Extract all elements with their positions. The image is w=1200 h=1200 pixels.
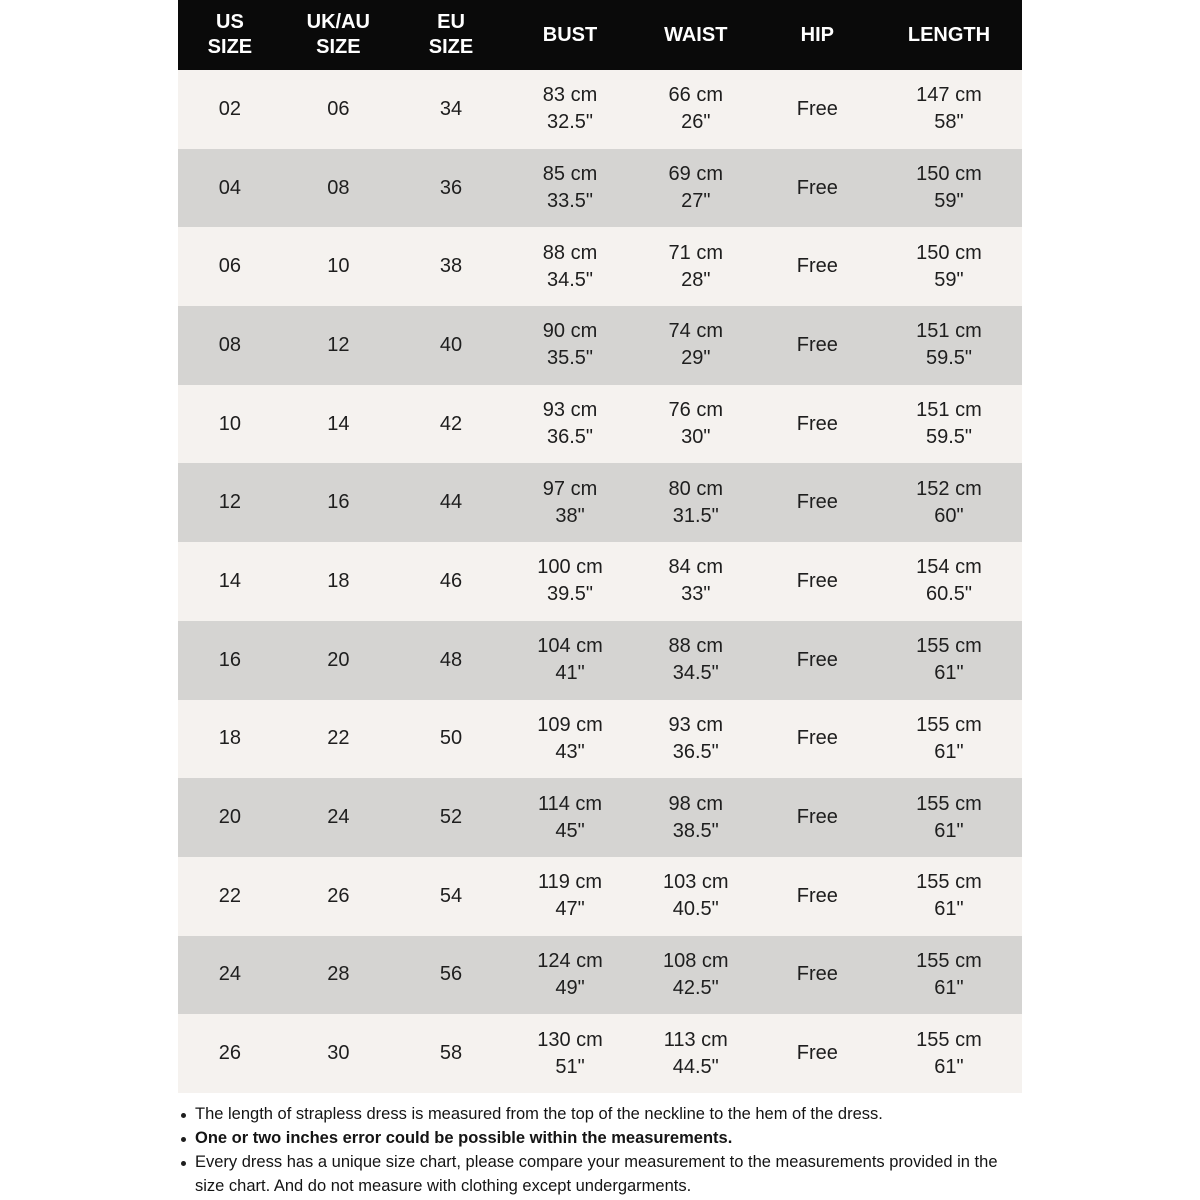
note-text: Every dress has a unique size chart, please compare your measurement to the measurements provided in the size chart. And do not measure with clothing except undergarments. xyxy=(195,1153,998,1195)
bullet-dot-icon xyxy=(181,1113,186,1118)
cell-line: Free xyxy=(796,412,838,435)
cell-line: 26" xyxy=(681,111,711,134)
cell-line: 60.5" xyxy=(925,583,972,606)
cell-line: 71 cm xyxy=(668,241,723,264)
column-header-line: SIZE xyxy=(316,36,361,58)
note-text: The length of strapless dress is measured from the top of the neckline to the hem of the dress. xyxy=(195,1105,883,1123)
cell-line: 76 cm xyxy=(668,399,723,422)
cell-line: 104 cm xyxy=(537,635,603,658)
cell-length xyxy=(876,700,1022,779)
size-chart-table xyxy=(178,0,1022,1093)
column-header-line: UK/AU xyxy=(306,11,371,33)
cell-line: 93 cm xyxy=(542,399,598,422)
cell-bust xyxy=(507,1014,633,1093)
cell-line: 58 xyxy=(439,1042,463,1065)
cell-waist xyxy=(633,1014,759,1093)
cell-us xyxy=(178,1014,282,1093)
cell-line: Free xyxy=(796,963,838,986)
cell-waist xyxy=(633,936,759,1015)
cell-us xyxy=(178,306,282,385)
cell-line: 41" xyxy=(555,662,585,685)
cell-line: 08 xyxy=(327,176,350,199)
cell-eu xyxy=(395,463,507,542)
cell-bust xyxy=(507,778,633,857)
cell-line: 44.5" xyxy=(672,1055,719,1078)
cell-line: 152 cm xyxy=(916,477,982,500)
cell-line: 31.5" xyxy=(672,504,719,527)
cell-line: Free xyxy=(796,727,838,750)
note-item xyxy=(181,1150,1021,1198)
cell-eu xyxy=(395,621,507,700)
cell-line: 06 xyxy=(327,97,350,120)
cell-line: 124 cm xyxy=(537,949,603,972)
note-item xyxy=(181,1102,1021,1126)
cell-line: 34.5" xyxy=(547,268,594,291)
cell-line: 109 cm xyxy=(537,713,603,736)
cell-line: 36 xyxy=(439,176,463,199)
cell-us xyxy=(178,227,282,306)
cell-line: 69 cm xyxy=(668,163,723,186)
cell-waist xyxy=(633,621,759,700)
cell-line: 93 cm xyxy=(668,713,723,736)
cell-ukau xyxy=(282,778,395,857)
cell-line: 61" xyxy=(934,1055,964,1078)
cell-line: 88 cm xyxy=(668,635,723,658)
column-header-line: SIZE xyxy=(428,36,474,58)
cell-bust xyxy=(507,463,633,542)
cell-line: 155 cm xyxy=(916,792,982,815)
cell-waist xyxy=(633,70,759,149)
cell-line: 12 xyxy=(218,491,242,514)
cell-line: 22 xyxy=(218,884,242,907)
cell-line: Free xyxy=(796,255,838,278)
cell-line: 113 cm xyxy=(663,1028,728,1051)
cell-line: 83 cm xyxy=(542,84,598,107)
cell-bust xyxy=(507,857,633,936)
cell-line: 06 xyxy=(218,255,242,278)
cell-waist xyxy=(633,857,759,936)
cell-hip xyxy=(759,149,876,228)
cell-line: 36.5" xyxy=(547,426,594,449)
cell-line: 18 xyxy=(327,569,350,592)
table-row xyxy=(178,621,1022,700)
cell-hip xyxy=(759,227,876,306)
cell-waist xyxy=(633,542,759,621)
cell-line: 85 cm xyxy=(542,163,598,186)
column-header-line: US xyxy=(216,11,244,33)
cell-line: 02 xyxy=(218,97,242,120)
column-header-waist xyxy=(633,0,759,70)
cell-line: 61" xyxy=(934,740,964,763)
cell-ukau xyxy=(282,857,395,936)
column-header-ukau xyxy=(282,0,395,70)
cell-line: 10 xyxy=(218,412,242,435)
column-header-hip xyxy=(759,0,876,70)
cell-line: 34.5" xyxy=(672,662,719,685)
cell-length xyxy=(876,385,1022,464)
cell-line: 14 xyxy=(218,569,242,592)
cell-waist xyxy=(633,463,759,542)
cell-bust xyxy=(507,385,633,464)
cell-length xyxy=(876,227,1022,306)
cell-line: 14 xyxy=(327,412,350,435)
cell-line: 59.5" xyxy=(925,426,972,449)
cell-line: 28" xyxy=(681,268,711,291)
cell-line: 49" xyxy=(555,976,585,999)
cell-hip xyxy=(759,385,876,464)
cell-line: 33.5" xyxy=(547,190,594,213)
cell-waist xyxy=(633,149,759,228)
cell-line: 47" xyxy=(555,898,585,921)
header-row xyxy=(178,0,1022,70)
column-header-line: SIZE xyxy=(207,36,253,58)
cell-line: 27" xyxy=(681,190,711,213)
column-header-us xyxy=(178,0,282,70)
table-row xyxy=(178,70,1022,149)
cell-length xyxy=(876,857,1022,936)
column-header-line: HIP xyxy=(800,23,834,46)
cell-hip xyxy=(759,306,876,385)
cell-line: 28 xyxy=(327,963,350,986)
cell-line: 155 cm xyxy=(916,871,982,894)
notes-section xyxy=(181,1102,1021,1198)
cell-hip xyxy=(759,857,876,936)
bullet-dot-icon xyxy=(181,1161,186,1166)
cell-line: 90 cm xyxy=(542,320,598,343)
cell-bust xyxy=(507,149,633,228)
cell-ukau xyxy=(282,936,395,1015)
cell-line: 150 cm xyxy=(916,241,982,264)
size-chart-container xyxy=(178,0,1022,1093)
cell-ukau xyxy=(282,70,395,149)
cell-line: 42.5" xyxy=(672,976,719,999)
table-row xyxy=(178,463,1022,542)
cell-waist xyxy=(633,700,759,779)
cell-waist xyxy=(633,385,759,464)
cell-line: 147 cm xyxy=(916,84,982,107)
column-header-bust xyxy=(507,0,633,70)
cell-line: 33" xyxy=(681,583,711,606)
cell-us xyxy=(178,778,282,857)
column-header-eu xyxy=(395,0,507,70)
cell-length xyxy=(876,778,1022,857)
cell-line: 61" xyxy=(934,976,964,999)
cell-waist xyxy=(633,778,759,857)
cell-length xyxy=(876,621,1022,700)
note-text: One or two inches error could be possible within the measurements. xyxy=(195,1129,733,1147)
cell-line: 29" xyxy=(681,347,711,370)
table-row xyxy=(178,857,1022,936)
cell-line: 45" xyxy=(555,819,585,842)
cell-bust xyxy=(507,306,633,385)
cell-line: 59" xyxy=(934,268,964,291)
cell-bust xyxy=(507,936,633,1015)
cell-line: 43" xyxy=(555,740,585,763)
cell-line: 26 xyxy=(218,1042,242,1065)
cell-line: 119 cm xyxy=(537,871,603,894)
table-row xyxy=(178,149,1022,228)
cell-hip xyxy=(759,778,876,857)
cell-line: 61" xyxy=(934,819,964,842)
cell-ukau xyxy=(282,1014,395,1093)
cell-line: 103 cm xyxy=(662,871,729,894)
cell-line: 97 cm xyxy=(542,477,598,500)
cell-line: Free xyxy=(796,176,838,199)
cell-eu xyxy=(395,778,507,857)
cell-line: 26 xyxy=(327,884,350,907)
cell-line: 38.5" xyxy=(672,819,719,842)
cell-line: 155 cm xyxy=(916,635,982,658)
cell-line: 20 xyxy=(218,806,242,829)
cell-line: 151 cm xyxy=(916,399,982,422)
cell-eu xyxy=(395,227,507,306)
cell-waist xyxy=(633,227,759,306)
cell-line: 54 xyxy=(439,884,463,907)
cell-length xyxy=(876,936,1022,1015)
cell-eu xyxy=(395,936,507,1015)
column-header-line: BUST xyxy=(542,23,598,46)
column-header-line: EU xyxy=(437,11,465,33)
cell-line: 32.5" xyxy=(547,111,594,134)
cell-line: Free xyxy=(796,1042,838,1065)
cell-line: 155 cm xyxy=(916,949,982,972)
cell-line: 42 xyxy=(439,412,463,435)
table-row xyxy=(178,1014,1022,1093)
table-row xyxy=(178,306,1022,385)
table-body xyxy=(178,70,1022,1093)
cell-hip xyxy=(759,542,876,621)
cell-line: 51" xyxy=(555,1055,585,1078)
cell-us xyxy=(178,936,282,1015)
cell-hip xyxy=(759,70,876,149)
bullet-dot-icon xyxy=(181,1137,186,1142)
cell-line: 20 xyxy=(327,648,350,671)
cell-hip xyxy=(759,621,876,700)
cell-line: 52 xyxy=(439,806,463,829)
cell-ukau xyxy=(282,149,395,228)
cell-line: 66 cm xyxy=(668,84,723,107)
cell-line: 08 xyxy=(218,333,242,356)
cell-line: 24 xyxy=(327,806,350,829)
cell-bust xyxy=(507,621,633,700)
cell-us xyxy=(178,463,282,542)
cell-line: 58" xyxy=(934,111,964,134)
cell-line: 39.5" xyxy=(547,583,594,606)
cell-line: 34 xyxy=(439,97,463,120)
table-row xyxy=(178,700,1022,779)
cell-eu xyxy=(395,385,507,464)
cell-length xyxy=(876,70,1022,149)
cell-line: 98 cm xyxy=(668,792,723,815)
cell-length xyxy=(876,1014,1022,1093)
cell-length xyxy=(876,542,1022,621)
cell-hip xyxy=(759,700,876,779)
cell-line: 04 xyxy=(218,176,242,199)
cell-line: Free xyxy=(796,569,838,592)
cell-line: 30" xyxy=(681,426,711,449)
cell-line: 61" xyxy=(934,662,964,685)
cell-line: 150 cm xyxy=(916,163,982,186)
cell-eu xyxy=(395,700,507,779)
cell-bust xyxy=(507,542,633,621)
cell-line: 22 xyxy=(327,727,350,750)
cell-bust xyxy=(507,70,633,149)
cell-line: 16 xyxy=(327,491,350,514)
cell-line: 59" xyxy=(934,190,964,213)
cell-waist xyxy=(633,306,759,385)
cell-length xyxy=(876,306,1022,385)
table-row xyxy=(178,542,1022,621)
cell-line: 108 cm xyxy=(662,949,729,972)
cell-line: 88 cm xyxy=(542,241,598,264)
cell-ukau xyxy=(282,306,395,385)
cell-line: 44 xyxy=(439,491,463,514)
cell-ukau xyxy=(282,463,395,542)
cell-line: 35.5" xyxy=(547,347,594,370)
table-row xyxy=(178,936,1022,1015)
table-row xyxy=(178,227,1022,306)
cell-line: 30 xyxy=(327,1042,350,1065)
cell-line: Free xyxy=(796,97,838,120)
cell-line: 84 cm xyxy=(668,556,723,579)
cell-line: 40.5" xyxy=(672,898,719,921)
cell-line: 154 cm xyxy=(916,556,982,579)
cell-line: Free xyxy=(796,648,838,671)
cell-ukau xyxy=(282,385,395,464)
cell-line: 46 xyxy=(439,569,463,592)
column-header-line: WAIST xyxy=(664,23,728,46)
cell-line: Free xyxy=(796,884,838,907)
cell-ukau xyxy=(282,542,395,621)
cell-line: 100 cm xyxy=(537,556,603,579)
cell-line: 56 xyxy=(439,963,463,986)
cell-eu xyxy=(395,857,507,936)
table-row xyxy=(178,778,1022,857)
cell-length xyxy=(876,149,1022,228)
column-header-length xyxy=(876,0,1022,70)
cell-line: 10 xyxy=(327,255,350,278)
column-header-line: LENGTH xyxy=(907,23,991,46)
cell-us xyxy=(178,542,282,621)
cell-length xyxy=(876,463,1022,542)
cell-line: 48 xyxy=(439,648,463,671)
table-row xyxy=(178,385,1022,464)
cell-hip xyxy=(759,463,876,542)
cell-line: Free xyxy=(796,333,838,356)
cell-ukau xyxy=(282,700,395,779)
cell-line: 38 xyxy=(439,255,463,278)
cell-hip xyxy=(759,1014,876,1093)
cell-us xyxy=(178,621,282,700)
cell-line: 59.5" xyxy=(925,347,972,370)
cell-us xyxy=(178,385,282,464)
cell-eu xyxy=(395,306,507,385)
cell-line: 40 xyxy=(439,333,463,356)
cell-line: 12 xyxy=(327,333,350,356)
cell-line: 151 cm xyxy=(916,320,982,343)
cell-line: 38" xyxy=(555,504,585,527)
cell-line: 61" xyxy=(934,898,964,921)
note-item xyxy=(181,1126,1021,1150)
cell-hip xyxy=(759,936,876,1015)
cell-line: 24 xyxy=(218,963,242,986)
cell-ukau xyxy=(282,621,395,700)
cell-ukau xyxy=(282,227,395,306)
cell-line: 74 cm xyxy=(668,320,723,343)
cell-line: Free xyxy=(796,491,838,514)
cell-line: 130 cm xyxy=(537,1028,603,1051)
cell-line: 50 xyxy=(439,727,463,750)
cell-eu xyxy=(395,1014,507,1093)
cell-line: 155 cm xyxy=(916,713,982,736)
cell-line: 80 cm xyxy=(668,477,723,500)
cell-bust xyxy=(507,227,633,306)
cell-line: 36.5" xyxy=(672,740,719,763)
cell-line: 16 xyxy=(218,648,242,671)
cell-us xyxy=(178,149,282,228)
cell-us xyxy=(178,70,282,149)
cell-line: 114 cm xyxy=(537,792,603,815)
cell-eu xyxy=(395,542,507,621)
cell-line: 60" xyxy=(934,504,964,527)
cell-eu xyxy=(395,149,507,228)
cell-us xyxy=(178,700,282,779)
cell-eu xyxy=(395,70,507,149)
cell-line: 155 cm xyxy=(916,1028,982,1051)
cell-us xyxy=(178,857,282,936)
cell-bust xyxy=(507,700,633,779)
cell-line: 18 xyxy=(218,727,242,750)
cell-line: Free xyxy=(796,806,838,829)
table-header xyxy=(178,0,1022,70)
